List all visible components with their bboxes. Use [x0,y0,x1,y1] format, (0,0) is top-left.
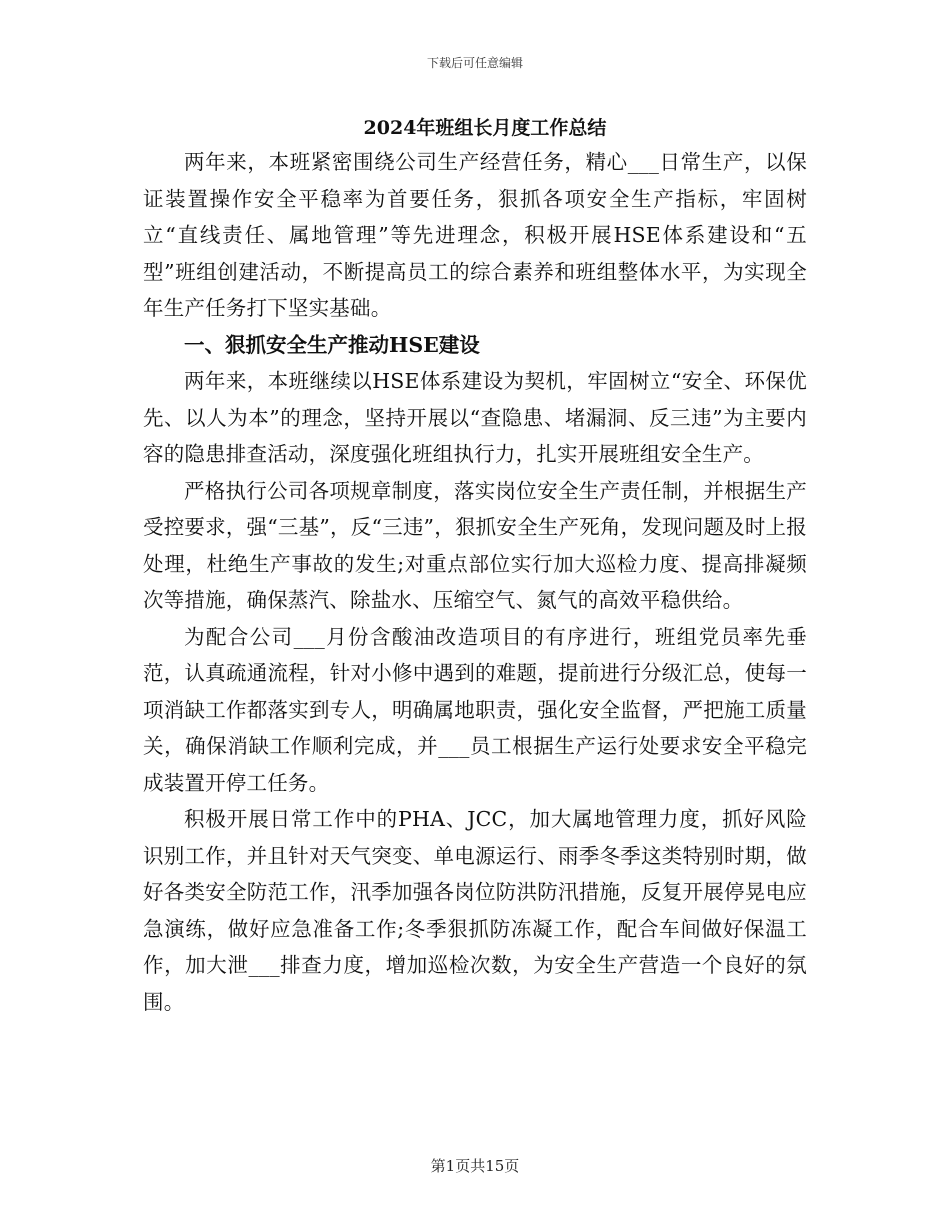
page-footer: 第1页共15页 [430,1157,520,1175]
intro-paragraph: 两年来，本班紧密围绕公司生产经营任务，精心___日常生产，以保证装置操作安全平稳率为首要任务，狠抓各项安全生产指标，牢固树立“直线责任、属地管理”等先进理念，积极开展HSE体系建设和“五型”班组创建活动，不断提高员工的综合素养和班组整体水平，为实现全年生产任务打下坚实基础。 [143,150,807,320]
section1-paragraph-1: 两年来，本班继续以HSE体系建设为契机，牢固树立“安全、环保优先、以人为本”的理念，坚持开展以“查隐患、堵漏洞、反三违”为主要内容的隐患排查活动，深度强化班组执行力，扎实开展班组安全生产。 [143,369,807,466]
document-body [143,112,807,1020]
section1-paragraph-2: 严格执行公司各项规章制度，落实岗位安全生产责任制，并根据生产受控要求，强“三基”，反“三违”，狠抓安全生产死角，发现问题及时上报处理，杜绝生产事故的发生;对重点部位实行加大巡检力度、提高排凝频次等措施，确保蒸汽、除盐水、压缩空气、氮气的高效平稳供给。 [143,478,807,612]
header-note: 下载后可任意编辑 [426,56,523,70]
document-title: 2024年班组长月度工作总结 [363,117,607,139]
section-heading-1: 一、狠抓安全生产推动HSE建设 [184,332,480,357]
section1-paragraph-4: 积极开展日常工作中的PHA、JCC，加大属地管理力度，抓好风险识别工作，并且针对天气突变、单电源运行、雨季冬季这类特别时期，做好各类安全防范工作，汛季加强各岗位防洪防汛措施，反复开展停晃电应急演练，做好应急准备工作;冬季狠抓防冻凝工作，配合车间做好保温工作，加大泄___排查力度，增加巡检次数，为安全生产营造一个良好的氛围。 [143,807,807,1014]
section1-paragraph-3: 为配合公司___月份含酸油改造项目的有序进行，班组党员率先垂范，认真疏通流程，针对小修中遇到的难题，提前进行分级汇总，使每一项消缺工作都落实到专人，明确属地职责，强化安全监督，严把施工质量关，确保消缺工作顺利完成，并___员工根据生产运行处要求安全平稳完成装置开停工任务。 [143,624,807,795]
